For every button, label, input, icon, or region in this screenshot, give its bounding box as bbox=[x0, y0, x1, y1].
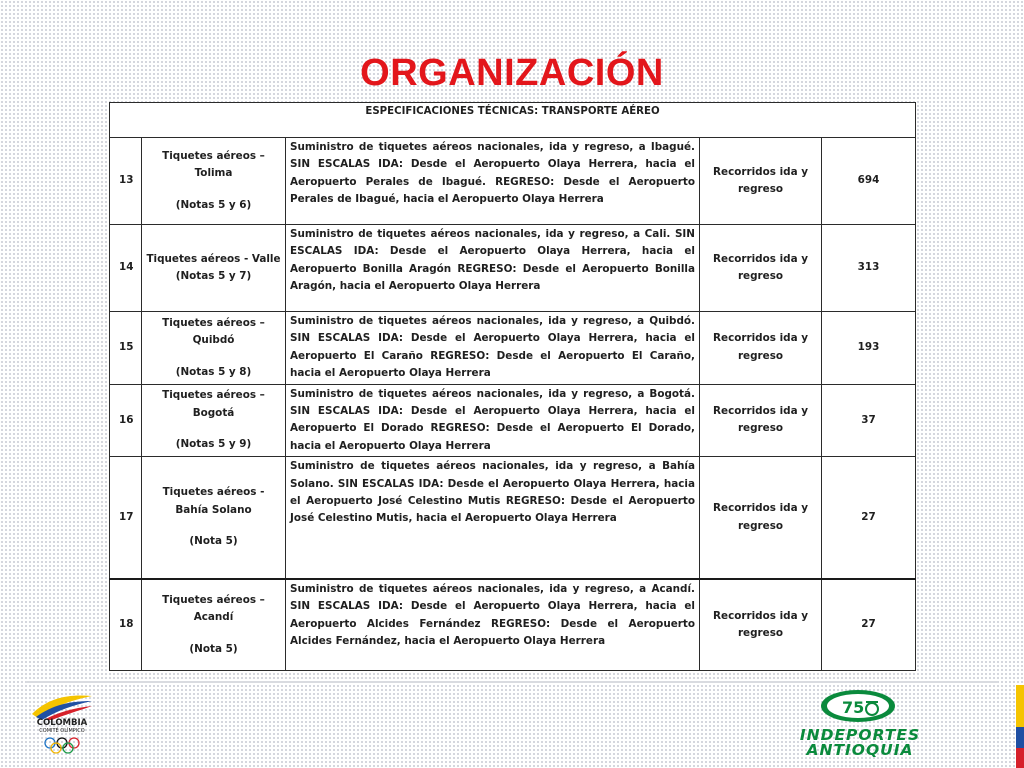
item-name: Tiquetes aéreos – Bogotá bbox=[162, 389, 265, 419]
slide-title: ORGANIZACIÓN bbox=[360, 52, 664, 94]
item-note: (Notas 5 y 6) bbox=[175, 198, 252, 211]
item-cell bbox=[142, 384, 286, 457]
svg-text:75: 75 bbox=[842, 698, 865, 717]
table-header-row bbox=[110, 103, 916, 138]
row-number: 14 bbox=[110, 225, 142, 312]
colombia-flag-swoosh-icon bbox=[22, 690, 102, 720]
table-row bbox=[110, 225, 916, 312]
route-cell: Recorridos ida y regreso bbox=[700, 384, 822, 457]
item-note: (Notas 5 y 7) bbox=[175, 270, 252, 282]
item-cell bbox=[142, 138, 286, 225]
route-cell: Recorridos ida y regreso bbox=[700, 312, 822, 385]
item-note: (Nota 5) bbox=[189, 642, 238, 655]
quantity-cell: 694 bbox=[822, 138, 916, 225]
table-row bbox=[110, 312, 916, 385]
item-name: Tiquetes aéreos - Bahía Solano bbox=[162, 486, 265, 516]
row-number: 18 bbox=[110, 579, 142, 671]
item-name: Tiquetes aéreos - Valle bbox=[146, 252, 281, 265]
quantity-cell: 193 bbox=[822, 312, 916, 385]
item-cell bbox=[142, 225, 286, 312]
item-cell bbox=[142, 579, 286, 671]
table-row bbox=[110, 384, 916, 457]
table-row bbox=[110, 579, 916, 671]
route-cell: Recorridos ida y regreso bbox=[700, 138, 822, 225]
footer-divider bbox=[26, 681, 998, 683]
row-number: 16 bbox=[110, 384, 142, 457]
row-number: 15 bbox=[110, 312, 142, 385]
item-note: (Notas 5 y 8) bbox=[175, 365, 252, 378]
colombia-olympic-committee-logo bbox=[22, 690, 102, 760]
description-cell: Suministro de tiquetes aéreos nacionales, ida y regreso, a Ibagué. SIN ESCALAS IDA: Desde el Aeropuerto Olaya Herrera, hacia el Aeropuerto Perales de Ibagué. REGRESO: Desde el Aeropuerto Perales de Ibagué, hacia el Aeropuerto Olaya Herrera bbox=[286, 138, 700, 225]
description-cell: Suministro de tiquetes aéreos nacionales, ida y regreso, a Acandí. SIN ESCALAS IDA: Desde el Aeropuerto Olaya Herrera, hacia el Aeropuerto Alcides Fernández REGRESO: Desde el Aeropuerto Alcides Fernández, hacia el Aeropuerto Olaya Herrera bbox=[286, 579, 700, 671]
specifications-table bbox=[109, 102, 916, 671]
item-note: (Notas 5 y 9) bbox=[175, 438, 252, 451]
route-cell: Recorridos ida y regreso bbox=[700, 457, 822, 579]
side-color-stripe bbox=[1016, 685, 1024, 768]
cyclist-emblem-icon bbox=[772, 688, 948, 728]
item-name: Tiquetes aéreos – Quibdó bbox=[162, 316, 265, 347]
logo-left-line1: COLOMBIA bbox=[36, 718, 88, 728]
logo-right-line1: INDEPORTES bbox=[799, 726, 921, 744]
logo-left-line2: COMITÉ OLÍMPICO bbox=[39, 728, 85, 734]
row-number: 13 bbox=[110, 138, 142, 225]
quantity-cell: 27 bbox=[822, 457, 916, 579]
quantity-cell: 27 bbox=[822, 579, 916, 671]
description-cell: Suministro de tiquetes aéreos nacionales, ida y regreso, a Quibdó. SIN ESCALAS IDA: Desde el Aeropuerto Olaya Herrera, hacia el Aeropuerto El Caraño REGRESO: Desde el Aeropuerto El Caraño, hacia el Aeropuerto Olaya Herrera bbox=[286, 312, 700, 385]
quantity-cell: 313 bbox=[822, 225, 916, 312]
logo-right-line2: ANTIOQUIA bbox=[806, 741, 914, 759]
item-name: Tiquetes aéreos – Tolima bbox=[162, 149, 265, 180]
table-header: ESPECIFICACIONES TÉCNICAS: TRANSPORTE AÉREO bbox=[110, 103, 916, 138]
item-note: (Nota 5) bbox=[189, 535, 238, 548]
item-name: Tiquetes aéreos – Acandí bbox=[162, 593, 265, 624]
route-cell: Recorridos ida y regreso bbox=[700, 225, 822, 312]
quantity-cell: 37 bbox=[822, 384, 916, 457]
description-cell: Suministro de tiquetes aéreos nacionales, ida y regreso, a Bogotá. SIN ESCALAS IDA: Desde el Aeropuerto Olaya Herrera, hacia el Aeropuerto El Dorado REGRESO: Desde el Aeropuerto El Dorado, hacia el Aeropuerto Olaya Herrera bbox=[286, 384, 700, 457]
olympic-rings-icon bbox=[42, 737, 82, 755]
description-cell: Suministro de tiquetes aéreos nacionales, ida y regreso, a Bahía Solano. SIN ESCALAS IDA: Desde el Aeropuerto Olaya Herrera, hacia el Aeropuerto José Celestino Mutis REGRESO: Desde el Aeropuerto José Celestino Mutis, hacia el Aeropuerto Olaya Herrera bbox=[286, 457, 700, 579]
item-cell bbox=[142, 457, 286, 579]
table-row bbox=[110, 457, 916, 579]
item-cell bbox=[142, 312, 286, 385]
route-cell: Recorridos ida y regreso bbox=[700, 579, 822, 671]
row-number: 17 bbox=[110, 457, 142, 579]
description-cell: Suministro de tiquetes aéreos nacionales, ida y regreso, a Cali. SIN ESCALAS IDA: Desde el Aeropuerto Olaya Herrera, hacia el Aeropuerto Bonilla Aragón REGRESO: Desde el Aeropuerto Bonilla Aragón, hacia el Aeropuerto Olaya Herrera bbox=[286, 225, 700, 312]
indeportes-antioquia-logo bbox=[772, 688, 948, 760]
table-row bbox=[110, 138, 916, 225]
